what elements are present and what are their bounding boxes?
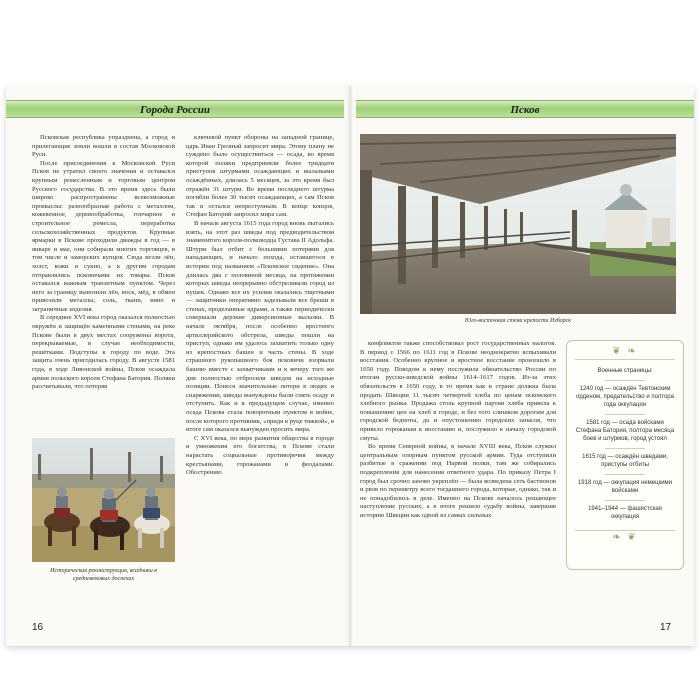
military-date-entry: 1918 год — оккупация немецкими войсками <box>577 480 673 494</box>
divider <box>605 380 645 381</box>
reenactment-photo <box>32 438 175 562</box>
right-page-number: 17 <box>660 622 672 633</box>
wooden-gallery-image <box>360 134 676 314</box>
divider <box>605 414 645 415</box>
left-page-column-1 <box>32 134 175 472</box>
divider <box>605 500 645 501</box>
military-date-entry: 1615 год — осаждён шведами, приступы отбиты <box>582 454 668 468</box>
paragraph: После присоединения к Московской Руси Псков не утратил своего значения и оставался крупным ремесленным и торговым центром Русского государства. В это время здесь были широко распространены всевозможные промыслы: разнообразная работа с металлом, кожевенное, деревообработка, гончарное и строительное ремесла, переработка сельскохозяйственных продуктов. Крупные ярмарки в Пскове проходили дважды в год — в январе и мае, они собирали многих торговцев, в том числе и заморских купцов. Сюда везли лён, холст, кожи и сукно, а к другим городам отправлялись псковичами их товары. Псков оставался важным транзитным пунктом. Через него за границу вывозили лён, воск, мёд, в обмен привозили металлы, соль, ткани, вино и заграничные изделия. <box>32 159 175 313</box>
left-page-header-title: Города России <box>140 104 210 116</box>
right-photo-caption: Юго-восточная стена крепости Изборск <box>464 318 572 324</box>
military-dates-title: Военные страницы: <box>597 368 653 374</box>
paragraph: Во время Северной войны, в начале XVIII века, Псков служил центральным опорным пунктом русской армии. Туда отступили разбитые в сражении под Нарвой полки, там же собирались подкрепления для нанесения ответного удара. По приказу Петра I город был срочно заново укреплён — была возведена сеть бастионов и рвов по периметру всего тогдашнего города, которые, однако, так и не понадобились в деле. Именно на Пскове началось решающее наступление русских, а в итоге решило судьбу войны, завершив историю Швеции как одной из самых сильных <box>360 443 556 519</box>
left-page-column-2 <box>186 134 334 626</box>
paragraph: Псковская республика упразднена, а город и прилегающие земли вошли в состав Московской Руси. <box>32 134 175 159</box>
right-page-header <box>356 100 694 118</box>
book-gutter <box>347 86 353 646</box>
divider <box>605 474 645 475</box>
divider <box>605 448 645 449</box>
fortress-wall-photo <box>360 134 676 314</box>
ornament-bottom-icon: ❧ ❦ <box>612 532 638 543</box>
military-dates-box <box>566 340 684 570</box>
military-date-entry: 1941–1944 — фашистская оккупация <box>588 506 662 520</box>
left-photo-caption: Историческая реконструкция, всадники в средневековых доспехах <box>50 568 157 582</box>
military-date-entry: 1240 год — осаждён Тевтонским орденом, предательство и полтора года оккупации <box>576 386 674 408</box>
military-date-entry: 1581 год — осада войсками Стефана Батория, полтора месяца боев и штурмов, город устоял <box>575 420 675 442</box>
left-page-header <box>6 100 344 118</box>
left-page-number: 16 <box>32 622 44 633</box>
ornament-top-icon: ❦ ❧ <box>612 346 638 357</box>
right-page-column-1 <box>360 340 556 640</box>
paragraph: С XVI века, по мере развития общества в городе и умножения его богатства, в Пскове стали нарастать социальные противоречия между крестьянами, горожанами и феодалами. Обострению <box>186 434 334 477</box>
book-spread <box>6 86 694 646</box>
horsemen-image <box>32 438 175 562</box>
paragraph: ключевой пункт обороны на западной границе, царь Иван Грозный запросит мира. Этому плану не суждено было осуществиться — осада, во время которой поляки предприняли более тридцати приступов штурмами осаждающих и вылазками осаждённых, длилась 5 месяцев, за это время был отражён 31 штурм. Во время последнего штурма погибли более 30 тысяч осаждающих, а сам Псков так и остался непреступным. В конце концов, Стефан Баторий запросил мира сам. <box>186 134 334 219</box>
paragraph: конфликтов также способствовал рост государственных налогов. В период с 1566 по 1611 год в Пскове неоднократно вспыхивали восстания. Особенно крупное и яростное восстание произошло в 1650 году. Поводом к нему послужила обязательство России по итогам русско-шведской войны 1614–1617 годов. Из-за этих обязательств в 1650 году, в то время как в стране должна была продать Швеции 11 тысяч четвертей хлеба по ценам псковского хлебного рынка. Продажа столь крупной партии хлеба привела к повышению цен на хлеб в городе, и без того слишком дорогим для городской бедноты, да и опустошению городских запасов, что привело горожанам к восстанию и, послужило к началу городской смуты. <box>360 340 556 442</box>
right-page-header-title: Псков <box>510 104 540 116</box>
paragraph: В начале августа 1615 года город вновь пытались взять, на этот раз шведы под предводительством знаменитого короля-полководца Густава II Адольфа. Штурм был отбит с большими потерями для нападающих, и начало похода, оставшегося в истории под названием «Псковское сидение». Она длилась два с половиной месяца, на протяжении которых шведы непрерывно обстреливали город из пушек. Однако все их усилия оказались тщетными — защитники оперативно заделывали все бреши в стенах, проделанные ядрами, а также периодически совершали дерзкие диверсионные вылазки. В начале октября, после особенно яростного артиллерийского обстрела, шведы пошли на приступ, однако им удалось захватить только одну из крепостных башен и часть стены. В ходе страшного рукопашного боя псковичи взорвали башню вместе с захватчиками и к вечеру того же дня полностью отбросили шведов на исходные позиции. Понеся значительные потери в людях и снаряжении, шведы вынуждены были снять осаду и отступить. Как и в предыдущем случае, именно осада Пскова стала поворотным пунктом в войне, после которого противник, «придя в руце тяжкой», в итоге сам оказался вынужден просить мира. <box>186 219 334 434</box>
paragraph: В середине XVI века город оказался полностью окружён и защищён каменными стенами, на реке Пскове были в двух местах сооружены ворота, перекрываемые, в случае необходимости, решётками. Подступы к городу по воде. Эта защита очень пригодилась городу. В августе 1581 года, в ходе Ливонской войны, Псков осаждала армия польского короля Стефана Батория. Поляки рассчитывали, что потеряв <box>32 314 175 391</box>
military-dates-list <box>575 359 675 531</box>
